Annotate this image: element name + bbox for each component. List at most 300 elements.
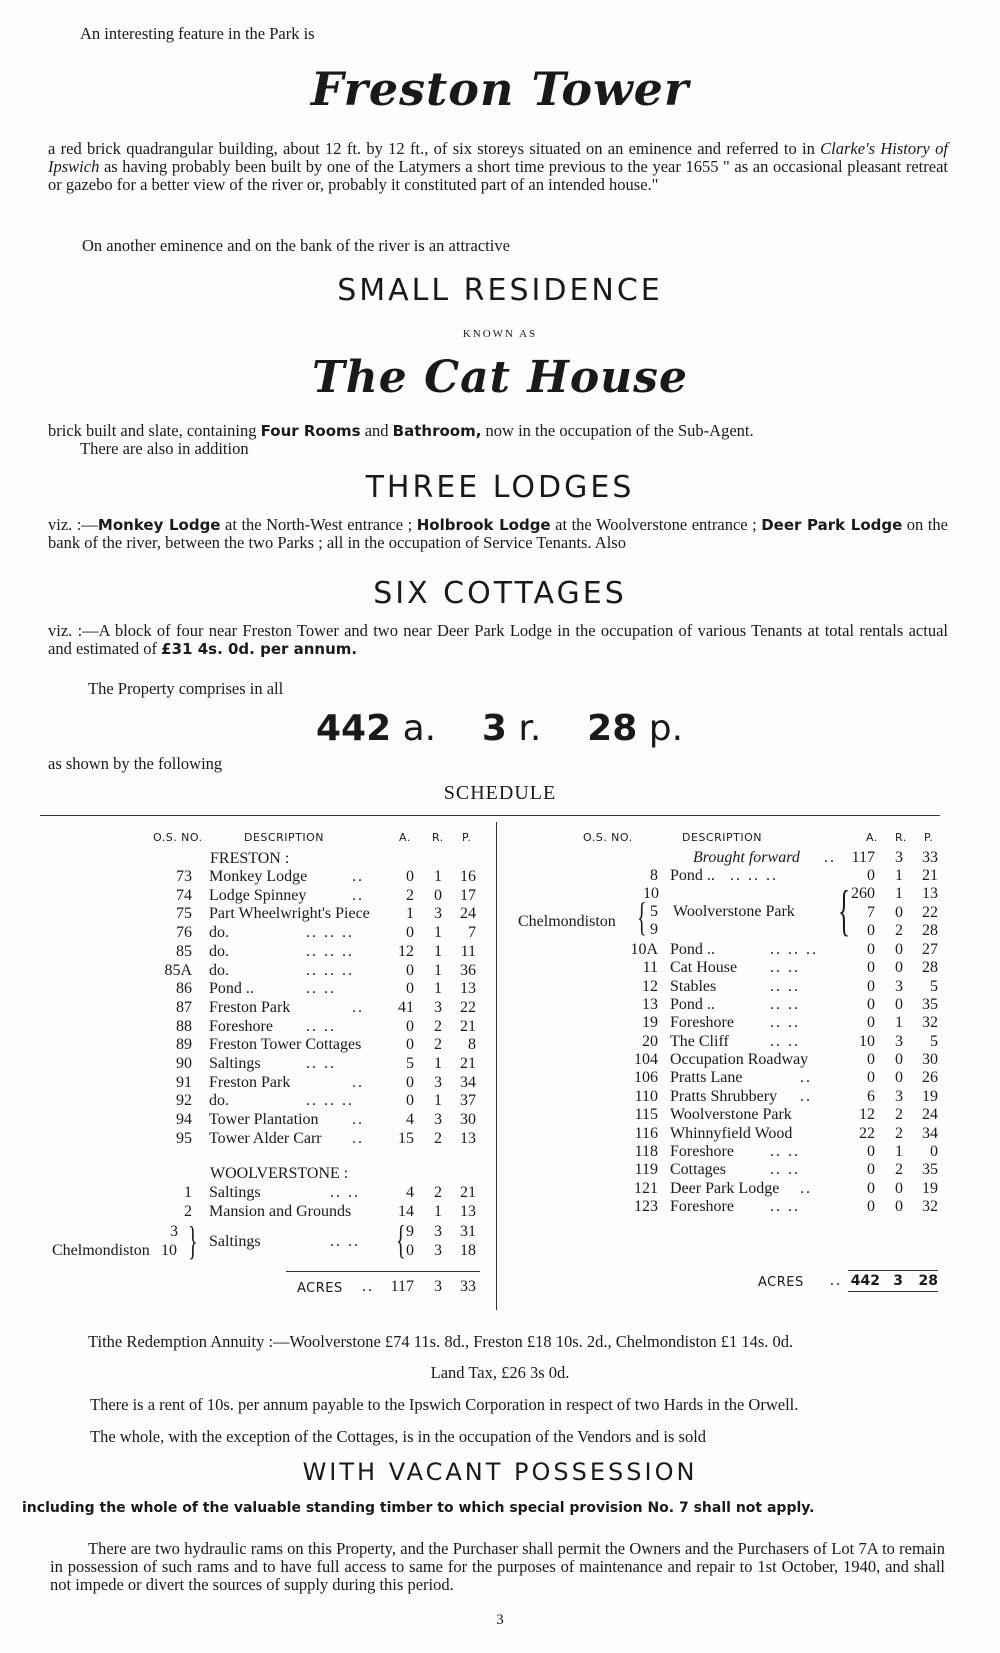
value-p: 19 bbox=[922, 1087, 938, 1105]
right-total-p: 28 bbox=[918, 1273, 938, 1289]
left-total-row bbox=[0, 1278, 500, 1296]
description: Pratts Lane bbox=[670, 1069, 743, 1087]
os-no: 89 bbox=[176, 1036, 192, 1054]
table-row bbox=[0, 885, 1000, 903]
value-r: 1 bbox=[895, 1014, 903, 1032]
value-r: 1 bbox=[434, 868, 442, 885]
right-total-dots: .. bbox=[830, 1272, 842, 1289]
dots: .. .. .. bbox=[770, 941, 818, 958]
value-r: 1 bbox=[895, 885, 903, 902]
left-chelmondiston-no-3: 3 bbox=[170, 1223, 178, 1240]
value-p: 5 bbox=[930, 1032, 938, 1050]
right-total-a: 442 bbox=[850, 1273, 880, 1289]
table-row bbox=[0, 1242, 500, 1260]
left-chelmondiston-desc: Saltings bbox=[209, 1233, 261, 1250]
value-p: 16 bbox=[460, 868, 476, 885]
table-row bbox=[0, 1111, 1000, 1129]
dots: .. bbox=[352, 886, 364, 904]
header-r: R. bbox=[895, 831, 907, 844]
dots: .. .. bbox=[770, 959, 800, 977]
value-p: 28 bbox=[922, 959, 938, 977]
right-total-rule bbox=[848, 1270, 938, 1271]
table-row bbox=[0, 977, 1000, 998]
value-a: 260 bbox=[851, 885, 875, 902]
brought-forward-a: 117 bbox=[851, 849, 875, 866]
table-row bbox=[0, 1018, 1000, 1036]
header-r: R. bbox=[432, 831, 444, 844]
description: Saltings bbox=[209, 1184, 261, 1201]
value-a: 0 bbox=[867, 1051, 875, 1069]
comprises-line: The Property comprises in all bbox=[88, 679, 284, 698]
right-brace: { bbox=[637, 894, 647, 939]
description: Deer Park Lodge bbox=[670, 1179, 780, 1197]
header-os-no: O.S. NO. bbox=[583, 831, 633, 844]
description: Pond .. bbox=[670, 941, 715, 958]
right-total-row bbox=[0, 1272, 1000, 1290]
dots: .. bbox=[352, 1111, 364, 1129]
description: do. bbox=[209, 961, 229, 979]
description: Mansion and Grounds bbox=[209, 1202, 352, 1220]
value-p: 34 bbox=[460, 1073, 476, 1091]
value-a: 0 bbox=[406, 961, 414, 979]
rams-paragraph: There are two hydraulic rams on this Property, and the Purchaser shall permit the Owners and the Purchasers of Lot 7A to remain in possession of such rams and to have full access to same for the purposes of maintenance and repair to 1st October, 1940, and shall not impede or divert the sources of supply during this period. bbox=[50, 1539, 945, 1594]
dots: .. .. bbox=[770, 996, 800, 1014]
value-r: 1 bbox=[895, 867, 903, 884]
value-a: 0 bbox=[406, 1036, 414, 1054]
value-a: 5 bbox=[406, 1055, 414, 1072]
value-r: 3 bbox=[434, 1242, 442, 1259]
left-brace: } bbox=[188, 1218, 198, 1263]
table-row bbox=[0, 924, 1000, 942]
dots: .. bbox=[352, 1073, 364, 1091]
value-r: 3 bbox=[895, 1032, 903, 1050]
description: Monkey Lodge bbox=[209, 868, 308, 885]
value-r: 0 bbox=[895, 959, 903, 977]
table-row bbox=[0, 1074, 1000, 1092]
six-cottages-heading: SIX COTTAGES bbox=[373, 576, 627, 611]
value-a: 0 bbox=[867, 959, 875, 977]
left-chelmondiston-no-10: 10 bbox=[161, 1242, 177, 1259]
value-p: 0 bbox=[930, 1142, 938, 1160]
left-total-rule bbox=[286, 1271, 480, 1272]
right-total-label: ACRES bbox=[758, 1275, 804, 1290]
page-number: 3 bbox=[496, 1612, 504, 1628]
freston-tower-title: Freston Tower bbox=[310, 62, 690, 116]
dots: .. .. bbox=[770, 1032, 800, 1050]
value-p: 31 bbox=[460, 1223, 476, 1240]
os-no: 13 bbox=[642, 996, 658, 1014]
dots: .. .. bbox=[770, 977, 800, 995]
os-no: 20 bbox=[642, 1032, 658, 1050]
value-a: 0 bbox=[867, 1014, 875, 1032]
value-p: 22 bbox=[460, 998, 476, 1016]
os-no: 85A bbox=[164, 961, 192, 979]
dots: .. .. bbox=[306, 1055, 336, 1072]
os-no: 75 bbox=[176, 905, 192, 923]
value-a: 0 bbox=[867, 1142, 875, 1160]
small-residence-heading: SMALL RESIDENCE bbox=[337, 273, 663, 308]
value-a: 4 bbox=[406, 1184, 414, 1201]
dots: .. bbox=[352, 868, 364, 885]
value-a: 0 bbox=[867, 996, 875, 1014]
value-r: 3 bbox=[895, 1087, 903, 1105]
os-no: 11 bbox=[642, 959, 658, 977]
description: Whinnyfield Wood bbox=[670, 1124, 793, 1142]
os-no: 104 bbox=[634, 1051, 658, 1069]
value-r: 2 bbox=[895, 1106, 903, 1124]
right-total-r: 3 bbox=[893, 1273, 903, 1289]
dots: .. .. .. bbox=[306, 942, 354, 960]
os-no: 94 bbox=[176, 1111, 192, 1129]
value-p: 21 bbox=[922, 867, 938, 884]
description: do. bbox=[209, 1092, 229, 1110]
total-area: 442 a. 3 r. 28 p. bbox=[316, 708, 684, 749]
description: Freston Park bbox=[209, 998, 291, 1016]
right-chelmondiston-no-10: 10 bbox=[643, 885, 659, 902]
value-a: 0 bbox=[867, 977, 875, 995]
value-a: 0 bbox=[867, 1197, 875, 1215]
os-no: 110 bbox=[634, 1087, 658, 1105]
right-chelmondiston-no-5: 5 bbox=[650, 903, 658, 920]
table-row bbox=[0, 867, 1000, 885]
value-r: 0 bbox=[895, 903, 903, 921]
right-header-row bbox=[0, 829, 1000, 847]
value-a: 0 bbox=[867, 1179, 875, 1197]
value-a: 9 bbox=[406, 1223, 414, 1240]
value-a: 0 bbox=[406, 1242, 414, 1259]
os-no: 74 bbox=[176, 886, 192, 904]
value-r: 0 bbox=[895, 1069, 903, 1087]
header-a: A. bbox=[866, 831, 878, 844]
tithe-line: Tithe Redemption Annuity :—Woolverstone £74 11s. 8d., Freston £18 10s. 2d., Chelmondiston £1 14s. 0d. bbox=[88, 1332, 794, 1351]
description: Lodge Spinney bbox=[209, 886, 307, 904]
rent-line: There is a rent of 10s. per annum payable to the Ipswich Corporation in respect of two Hards in the Orwell. bbox=[90, 1395, 799, 1414]
description: Foreshore bbox=[670, 1197, 734, 1215]
description: Pond .. bbox=[670, 867, 715, 884]
description: The Cliff bbox=[670, 1032, 729, 1050]
shown-by-line: as shown by the following bbox=[48, 754, 223, 773]
value-a: 22 bbox=[859, 1124, 875, 1142]
dots: .. .. bbox=[306, 980, 336, 998]
dots: .. .. .. bbox=[306, 961, 354, 979]
description: Stables bbox=[670, 977, 717, 995]
woolverstone-heading: WOOLVERSTONE : bbox=[210, 1165, 349, 1182]
left-total-a: 117 bbox=[390, 1278, 414, 1295]
value-a: 0 bbox=[406, 1017, 414, 1035]
description: Saltings bbox=[209, 1055, 261, 1072]
whole-line: The whole, with the exception of the Cottages, is in the occupation of the Vendors and is sold bbox=[90, 1427, 707, 1446]
schedule-top-rule bbox=[40, 815, 940, 816]
value-r: 0 bbox=[895, 996, 903, 1014]
value-r: 1 bbox=[434, 924, 442, 942]
value-p: 27 bbox=[922, 941, 938, 958]
value-p: 30 bbox=[922, 1051, 938, 1069]
cat-house-title: The Cat House bbox=[312, 352, 688, 403]
value-r: 3 bbox=[434, 1073, 442, 1091]
dots: .. bbox=[800, 1179, 812, 1197]
table-row bbox=[0, 1088, 1000, 1106]
table-row bbox=[0, 962, 1000, 980]
dots: .. .. bbox=[770, 1142, 800, 1160]
value-p: 34 bbox=[922, 1124, 938, 1142]
value-r: 0 bbox=[895, 1179, 903, 1197]
value-r: 3 bbox=[434, 1223, 442, 1240]
description: Freston Tower Cottages bbox=[209, 1036, 362, 1054]
vacant-possession-heading: WITH VACANT POSSESSION bbox=[302, 1458, 698, 1486]
description: Cat House bbox=[670, 959, 738, 977]
value-a: 12 bbox=[859, 1106, 875, 1124]
value-a: 7 bbox=[867, 903, 875, 921]
value-a: 0 bbox=[867, 941, 875, 958]
value-a: 0 bbox=[867, 867, 875, 884]
left-total-r: 3 bbox=[434, 1278, 442, 1295]
os-no: 73 bbox=[176, 868, 192, 885]
dots: .. bbox=[800, 1069, 812, 1087]
right-chelmondiston-no-9: 9 bbox=[650, 921, 658, 938]
os-no: 123 bbox=[634, 1197, 658, 1215]
header-p: P. bbox=[462, 831, 472, 844]
table-row bbox=[0, 1069, 1000, 1087]
dots: .. .. bbox=[770, 1161, 800, 1179]
os-no: 95 bbox=[176, 1129, 192, 1147]
lodges-description: viz. :—Monkey Lodge at the North-West entrance ; Holbrook Lodge at the Woolverstone entrance ; Deer Park Lodge on the bank of the river, between the two Parks ; all in the occupation of Service Tenants. Also bbox=[48, 515, 948, 552]
os-no: 10A bbox=[630, 941, 658, 958]
table-row bbox=[0, 1106, 1000, 1124]
eminence-line: On another eminence and on the bank of the river is an attractive bbox=[82, 236, 510, 255]
description: Pond .. bbox=[209, 980, 254, 998]
os-no: 121 bbox=[634, 1179, 658, 1197]
value-p: 13 bbox=[460, 1129, 476, 1147]
table-row bbox=[0, 922, 1000, 940]
value-r: 1 bbox=[434, 942, 442, 960]
table-row bbox=[0, 941, 1000, 959]
table-row bbox=[0, 1051, 1000, 1069]
dots: .. .. bbox=[770, 1014, 800, 1032]
value-a: 0 bbox=[406, 980, 414, 998]
value-p: 32 bbox=[922, 1197, 938, 1215]
dots: .. bbox=[800, 1087, 812, 1105]
value-r: 3 bbox=[434, 905, 442, 923]
value-r: 1 bbox=[434, 980, 442, 998]
dots: .. bbox=[352, 1129, 364, 1147]
value-r: 1 bbox=[434, 1202, 442, 1220]
header-a: A. bbox=[399, 831, 411, 844]
known-as: KNOWN AS bbox=[462, 328, 538, 340]
left-value-brace: { bbox=[396, 1217, 406, 1262]
description: Tower Plantation bbox=[209, 1111, 319, 1129]
value-a: 6 bbox=[867, 1087, 875, 1105]
value-p: 35 bbox=[922, 996, 938, 1014]
table-row bbox=[0, 1184, 1000, 1202]
os-no: 8 bbox=[650, 867, 658, 884]
value-r: 2 bbox=[434, 1129, 442, 1147]
value-p: 17 bbox=[460, 886, 476, 904]
value-r: 0 bbox=[895, 1051, 903, 1069]
value-p: 36 bbox=[460, 961, 476, 979]
value-p: 35 bbox=[922, 1161, 938, 1179]
value-a: 0 bbox=[867, 922, 875, 939]
header-description: DESCRIPTION bbox=[244, 831, 324, 844]
brought-forward-r: 3 bbox=[895, 849, 903, 866]
table-row bbox=[0, 959, 1000, 977]
value-a: 41 bbox=[398, 998, 414, 1016]
value-a: 15 bbox=[398, 1129, 414, 1147]
os-no: 1 bbox=[184, 1184, 192, 1201]
os-no: 119 bbox=[634, 1161, 658, 1179]
value-p: 19 bbox=[922, 1179, 938, 1197]
description: Cottages bbox=[670, 1161, 726, 1179]
value-a: 0 bbox=[867, 1161, 875, 1179]
value-p: 32 bbox=[922, 1014, 938, 1032]
value-a: 0 bbox=[867, 1069, 875, 1087]
value-p: 21 bbox=[460, 1184, 476, 1201]
value-r: 2 bbox=[434, 1184, 442, 1201]
description: Freston Park bbox=[209, 1073, 291, 1091]
description: Woolverstone Park bbox=[670, 1106, 792, 1124]
value-a: 10 bbox=[859, 1032, 875, 1050]
value-a: 14 bbox=[398, 1202, 414, 1220]
description: Pratts Shrubbery bbox=[670, 1087, 778, 1105]
value-a: 4 bbox=[406, 1111, 414, 1129]
left-total-p: 33 bbox=[460, 1278, 476, 1295]
value-r: 2 bbox=[895, 922, 903, 939]
os-no: 92 bbox=[176, 1092, 192, 1110]
description: Pond .. bbox=[670, 996, 715, 1014]
table-row bbox=[0, 999, 1000, 1017]
value-p: 11 bbox=[460, 942, 476, 960]
dots: .. .. bbox=[330, 1184, 360, 1201]
os-no: 90 bbox=[176, 1055, 192, 1072]
table-row bbox=[0, 868, 1000, 886]
brought-forward-dots: .. bbox=[824, 849, 836, 866]
os-no: 12 bbox=[642, 977, 658, 995]
value-p: 13 bbox=[460, 1202, 476, 1220]
brought-forward-p: 33 bbox=[922, 849, 938, 866]
dots: .. .. bbox=[306, 1017, 336, 1035]
os-no: 116 bbox=[634, 1124, 658, 1142]
value-a: 1 bbox=[406, 905, 414, 923]
table-row bbox=[0, 905, 1000, 923]
left-header-row bbox=[0, 829, 1000, 847]
cat-house-description: brick built and slate, containing Four Rooms and Bathroom, now in the occupation of the Sub-Agent. bbox=[48, 421, 754, 440]
table-row bbox=[0, 1033, 1000, 1051]
value-p: 24 bbox=[922, 1106, 938, 1124]
left-chelmondiston-label: Chelmondiston bbox=[52, 1242, 150, 1259]
value-r: 0 bbox=[895, 941, 903, 958]
value-r: 1 bbox=[434, 961, 442, 979]
value-p: 21 bbox=[460, 1017, 476, 1035]
table-row bbox=[0, 1203, 1000, 1221]
table-row bbox=[0, 904, 1000, 922]
right-total-underline bbox=[848, 1291, 938, 1292]
table-row bbox=[0, 1130, 1000, 1148]
dots: .. bbox=[352, 998, 364, 1016]
value-r: 1 bbox=[434, 1092, 442, 1110]
table-row bbox=[0, 996, 1000, 1014]
dots: .. .. .. bbox=[306, 1092, 354, 1110]
value-p: 30 bbox=[460, 1111, 476, 1129]
table-row bbox=[0, 1143, 1000, 1161]
table-row bbox=[0, 1055, 1000, 1073]
right-chelmondiston-desc: Woolverstone Park bbox=[673, 903, 795, 920]
value-p: 8 bbox=[468, 1036, 476, 1054]
value-r: 2 bbox=[434, 1017, 442, 1035]
freston-heading: FRESTON : bbox=[210, 850, 290, 867]
table-row bbox=[0, 1125, 1000, 1143]
left-chelmondiston-dots: .. .. bbox=[330, 1233, 360, 1250]
tower-description: a red brick quadrangular building, about 12 ft. by 12 ft., of six storeys situated on an eminence and referred to in Clarke's History of Ipswich as having probably been built by one of the Latymers a short time previous to the year 1655 " as an occasional pleasant retreat or gazebo for a better view of the river or, probably it constituted part of an intended house." bbox=[48, 139, 948, 194]
description: Tower Alder Carr bbox=[209, 1129, 322, 1147]
header-description: DESCRIPTION bbox=[682, 831, 762, 844]
schedule-heading: SCHEDULE bbox=[443, 782, 557, 804]
value-a: 0 bbox=[406, 1092, 414, 1110]
os-no: 76 bbox=[176, 924, 192, 942]
value-a: 0 bbox=[406, 868, 414, 885]
os-no: 19 bbox=[642, 1014, 658, 1032]
os-no: 87 bbox=[176, 998, 192, 1016]
value-p: 21 bbox=[460, 1055, 476, 1072]
dots: .. .. .. bbox=[306, 924, 354, 942]
value-p: 7 bbox=[468, 924, 476, 942]
left-total-dots: .. bbox=[362, 1278, 374, 1295]
value-p: 22 bbox=[922, 903, 938, 921]
table-row bbox=[0, 1161, 1000, 1179]
os-no: 106 bbox=[634, 1069, 658, 1087]
header-os-no: O.S. NO. bbox=[153, 831, 203, 844]
table-row bbox=[0, 1223, 500, 1241]
os-no: 115 bbox=[634, 1106, 658, 1124]
os-no: 118 bbox=[634, 1142, 658, 1160]
description: do. bbox=[209, 942, 229, 960]
schedule-column-divider bbox=[496, 822, 497, 1310]
right-value-brace: { bbox=[838, 880, 851, 942]
os-no: 91 bbox=[176, 1073, 192, 1091]
table-row bbox=[0, 978, 1000, 996]
addition-line: There are also in addition bbox=[80, 439, 249, 458]
os-no: 85 bbox=[176, 942, 192, 960]
description: Foreshore bbox=[209, 1017, 273, 1035]
value-a: 12 bbox=[398, 942, 414, 960]
dots: .. .. bbox=[770, 1197, 800, 1215]
intro-lead: An interesting feature in the Park is bbox=[80, 24, 315, 43]
value-p: 13 bbox=[460, 980, 476, 998]
header-p: P. bbox=[924, 831, 934, 844]
value-a: 2 bbox=[406, 886, 414, 904]
value-a: 0 bbox=[406, 1073, 414, 1091]
value-p: 26 bbox=[922, 1069, 938, 1087]
value-r: 2 bbox=[895, 1161, 903, 1179]
brought-forward-row bbox=[0, 849, 1000, 867]
value-r: 2 bbox=[895, 1124, 903, 1142]
description: Occupation Roadway bbox=[670, 1051, 809, 1069]
value-p: 5 bbox=[930, 977, 938, 995]
value-r: 3 bbox=[434, 998, 442, 1016]
value-r: 0 bbox=[895, 1197, 903, 1215]
description: Foreshore bbox=[670, 1014, 734, 1032]
brought-forward-label: Brought forward bbox=[693, 849, 800, 866]
land-tax: Land Tax, £26 3s 0d. bbox=[430, 1363, 570, 1382]
value-p: 18 bbox=[460, 1242, 476, 1259]
description: do. bbox=[209, 924, 229, 942]
right-chelmondiston-label: Chelmondiston bbox=[518, 913, 616, 930]
os-no: 2 bbox=[184, 1202, 192, 1220]
value-r: 3 bbox=[434, 1111, 442, 1129]
value-a: 0 bbox=[406, 924, 414, 942]
table-row bbox=[0, 887, 1000, 905]
table-row bbox=[0, 1198, 1000, 1216]
value-r: 1 bbox=[434, 1055, 442, 1072]
table-row bbox=[0, 1014, 1000, 1032]
